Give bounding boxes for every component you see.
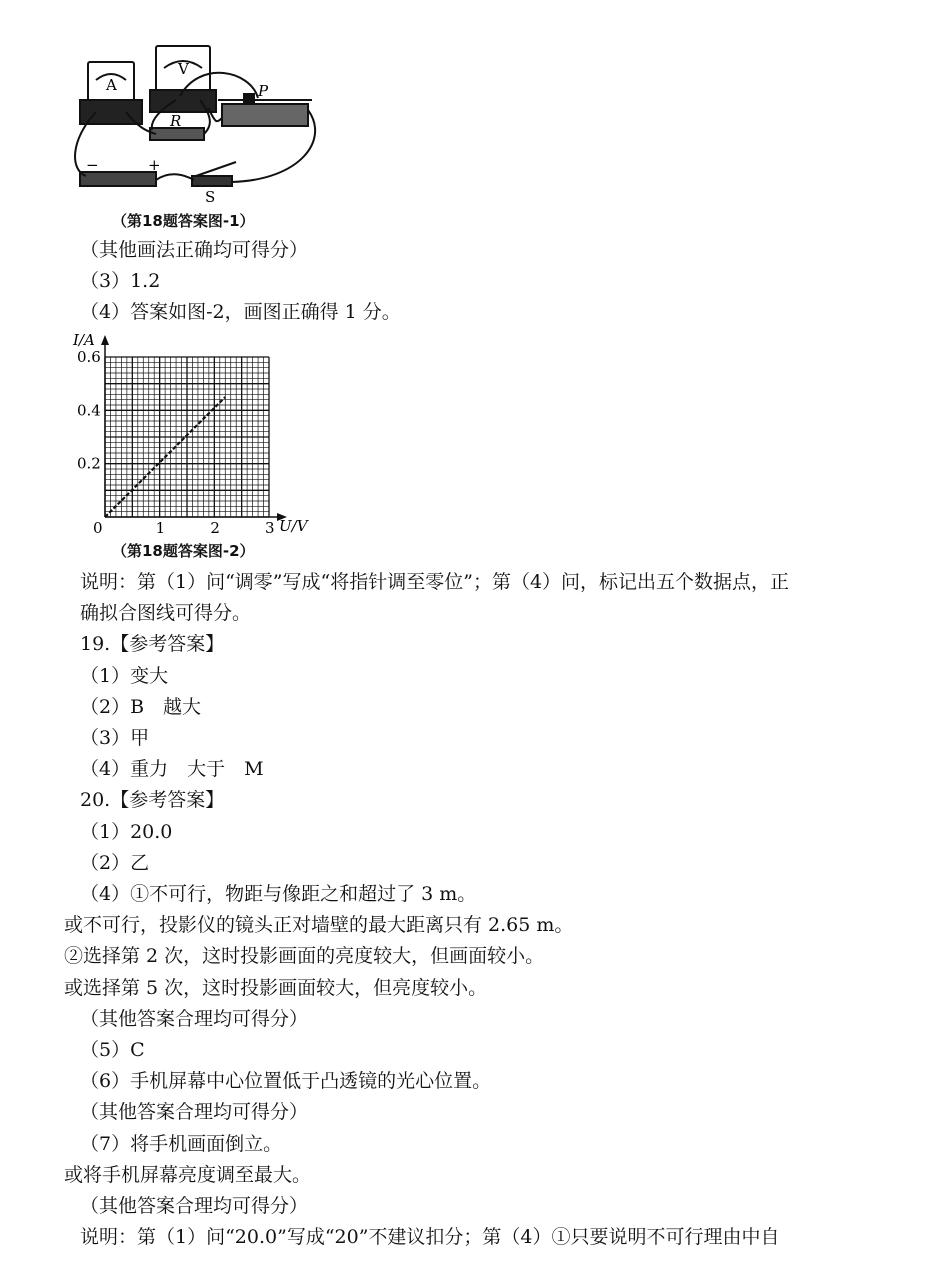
text-line: 或不可行，投影仪的镜头正对墙壁的最大距离只有 2.65 m。: [64, 914, 574, 936]
text-line: （其他答案合理均可得分）: [80, 1008, 309, 1030]
text-line: 或将手机屏幕亮度调至最大。: [64, 1164, 312, 1186]
text-line: 19.【参考答案】: [80, 633, 225, 655]
label-plus: +: [148, 156, 161, 174]
x-tick-label: 3: [265, 519, 275, 537]
figure1-caption: （第18题答案图-1）: [112, 212, 255, 230]
text-line: （6）手机屏幕中心位置低于凸透镜的光心位置。: [80, 1070, 492, 1092]
text-line: （其他答案合理均可得分）: [80, 1195, 309, 1217]
text-line: （4）重力 大于 M: [80, 758, 264, 780]
y-tick-label: 0.2: [77, 454, 101, 473]
text-line: （7）将手机画面倒立。: [80, 1133, 283, 1155]
text-line: （其他画法正确均可得分）: [80, 239, 309, 261]
text-line: 说明：第（1）问“调零”写成“将指针调至零位”；第（4）问，标记出五个数据点，正: [80, 571, 790, 593]
y-axis-label: I/A: [73, 331, 95, 349]
text-line: （1）20.0: [80, 821, 173, 843]
label-p: P: [258, 82, 269, 100]
text-line: （4）①不可行，物距与像距之和超过了 3 m。: [80, 883, 477, 905]
label-r: R: [170, 112, 182, 130]
label-minus: −: [86, 156, 99, 174]
x-tick-label: 2: [210, 519, 220, 537]
x-tick-label: 0: [93, 519, 103, 537]
text-line: 或选择第 5 次，这时投影画面较大，但亮度较小。: [64, 977, 488, 999]
label-voltmeter: V: [178, 60, 189, 78]
figure2-caption: （第18题答案图-2）: [112, 542, 255, 560]
text-line: （其他答案合理均可得分）: [80, 1101, 309, 1123]
text-line: （4）答案如图-2，画图正确得 1 分。: [80, 301, 401, 323]
text-line: （2）B 越大: [80, 696, 202, 718]
label-ammeter: A: [106, 76, 117, 94]
text-line: （3）1.2: [80, 270, 161, 292]
text-line: （2）乙: [80, 852, 150, 874]
iu-chart: [0, 0, 936, 560]
text-line: （1）变大: [80, 665, 169, 687]
text-line: （3）甲: [80, 727, 150, 749]
chart-grid: [105, 357, 269, 517]
y-tick-label: 0.4: [77, 401, 101, 420]
x-tick-label: 1: [155, 519, 166, 537]
text-line: ②选择第 2 次，这时投影画面的亮度较大，但画面较小。: [64, 945, 545, 967]
text-line: 说明：第（1）问“20.0”写成“20”不建议扣分；第（4）①只要说明不可行理由中自: [80, 1226, 780, 1248]
text-line: 确拟合图线可得分。: [80, 602, 252, 624]
text-line: （5）C: [80, 1039, 145, 1061]
label-s: S: [205, 188, 216, 206]
x-axis-label: U/V: [279, 517, 308, 535]
y-axis-arrow: [101, 335, 109, 345]
y-tick-label: 0.6: [77, 348, 101, 366]
text-line: 20.【参考答案】: [80, 789, 225, 811]
